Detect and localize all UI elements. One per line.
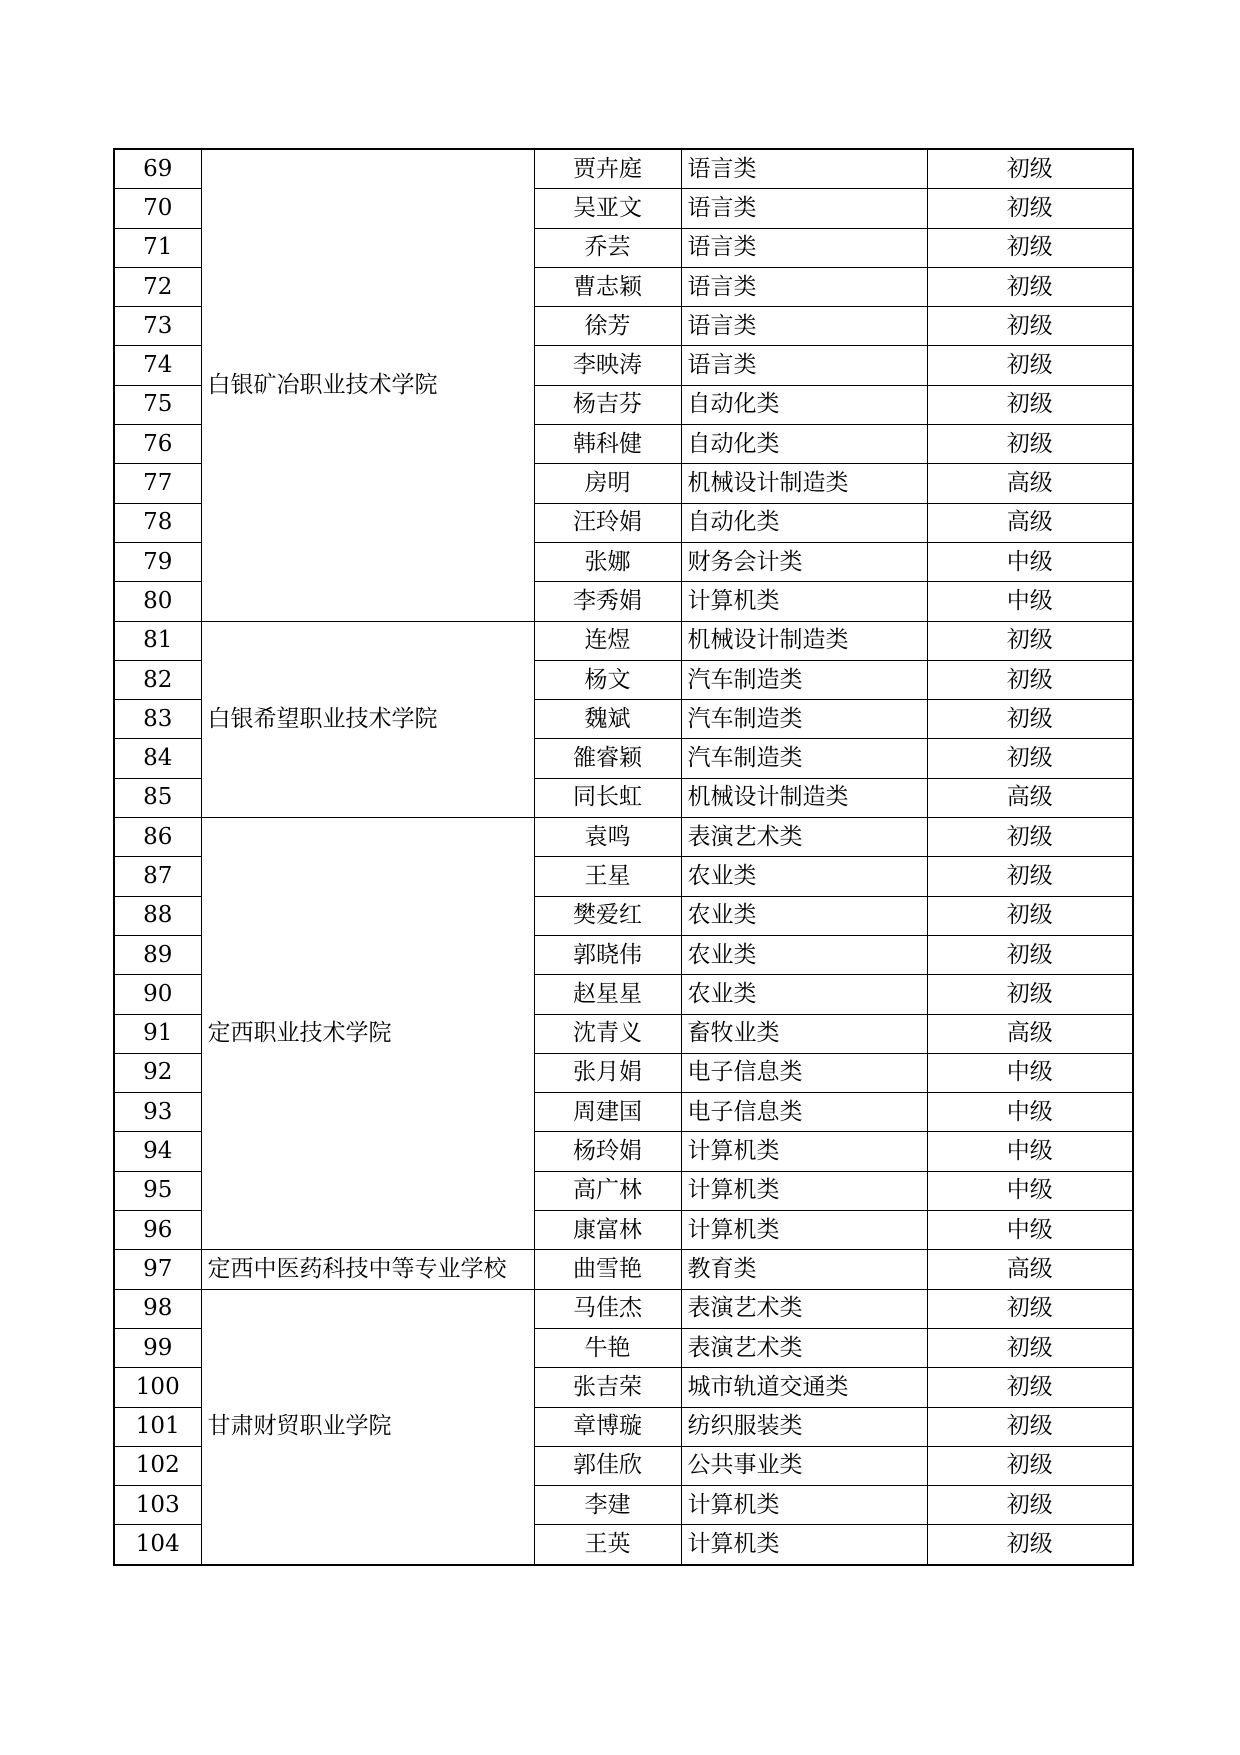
major-category: 语言类 [681,346,927,385]
person-name: 魏斌 [534,700,681,739]
major-category: 计算机类 [681,1132,927,1171]
row-number: 99 [114,1328,201,1367]
level: 中级 [927,1211,1133,1250]
major-category: 计算机类 [681,1525,927,1565]
level: 初级 [927,1446,1133,1485]
level: 中级 [927,542,1133,581]
major-category: 电子信息类 [681,1093,927,1132]
row-number: 100 [114,1368,201,1407]
level: 初级 [927,425,1133,464]
level: 初级 [927,1289,1133,1328]
person-name: 张娜 [534,542,681,581]
major-category: 表演艺术类 [681,1328,927,1367]
row-number: 81 [114,621,201,660]
person-name: 李映涛 [534,346,681,385]
row-number: 83 [114,700,201,739]
person-name: 房明 [534,464,681,503]
person-name: 沈青义 [534,1014,681,1053]
row-number: 70 [114,189,201,228]
major-category: 计算机类 [681,582,927,621]
person-name: 同长虹 [534,778,681,817]
row-number: 101 [114,1407,201,1446]
level: 初级 [927,346,1133,385]
person-name: 张月娟 [534,1053,681,1092]
row-number: 96 [114,1211,201,1250]
level: 初级 [927,1328,1133,1367]
level: 中级 [927,1093,1133,1132]
row-number: 78 [114,503,201,542]
row-number: 79 [114,542,201,581]
major-category: 农业类 [681,975,927,1014]
level: 中级 [927,582,1133,621]
person-name: 杨吉芬 [534,385,681,424]
major-category: 机械设计制造类 [681,464,927,503]
level: 初级 [927,739,1133,778]
row-number: 69 [114,149,201,189]
major-category: 表演艺术类 [681,1289,927,1328]
major-category: 自动化类 [681,503,927,542]
level: 初级 [927,818,1133,857]
row-number: 87 [114,857,201,896]
person-name: 吴亚文 [534,189,681,228]
level: 初级 [927,1407,1133,1446]
roster-table-body [114,149,1133,1565]
row-number: 93 [114,1093,201,1132]
row-number: 88 [114,896,201,935]
school-name: 甘肃财贸职业学院 [201,1289,534,1565]
level: 初级 [927,189,1133,228]
major-category: 表演艺术类 [681,818,927,857]
row-number: 86 [114,818,201,857]
level: 高级 [927,778,1133,817]
person-name: 康富林 [534,1211,681,1250]
major-category: 语言类 [681,189,927,228]
major-category: 农业类 [681,935,927,974]
person-name: 贾卉庭 [534,149,681,189]
person-name: 马佳杰 [534,1289,681,1328]
major-category: 自动化类 [681,385,927,424]
person-name: 曹志颖 [534,267,681,306]
level: 初级 [927,1486,1133,1525]
major-category: 机械设计制造类 [681,621,927,660]
major-category: 计算机类 [681,1171,927,1210]
school-name: 白银希望职业技术学院 [201,621,534,817]
major-category: 机械设计制造类 [681,778,927,817]
major-category: 汽车制造类 [681,700,927,739]
person-name: 李秀娟 [534,582,681,621]
person-name: 曲雪艳 [534,1250,681,1289]
person-name: 汪玲娟 [534,503,681,542]
person-name: 乔芸 [534,228,681,267]
row-number: 94 [114,1132,201,1171]
major-category: 汽车制造类 [681,660,927,699]
row-number: 102 [114,1446,201,1485]
row-number: 90 [114,975,201,1014]
person-name: 杨玲娟 [534,1132,681,1171]
person-name: 杨文 [534,660,681,699]
major-category: 财务会计类 [681,542,927,581]
row-number: 95 [114,1171,201,1210]
level: 初级 [927,307,1133,346]
row-number: 98 [114,1289,201,1328]
person-name: 章博璇 [534,1407,681,1446]
row-number: 80 [114,582,201,621]
major-category: 城市轨道交通类 [681,1368,927,1407]
person-name: 郭佳欣 [534,1446,681,1485]
major-category: 畜牧业类 [681,1014,927,1053]
major-category: 计算机类 [681,1486,927,1525]
person-name: 雒睿颖 [534,739,681,778]
level: 初级 [927,267,1133,306]
table-row [114,149,1133,189]
person-name: 牛艳 [534,1328,681,1367]
person-name: 李建 [534,1486,681,1525]
row-number: 71 [114,228,201,267]
school-name: 定西中医药科技中等专业学校 [201,1250,534,1289]
level: 初级 [927,149,1133,189]
table-row [114,818,1133,857]
major-category: 语言类 [681,307,927,346]
major-category: 自动化类 [681,425,927,464]
level: 高级 [927,1250,1133,1289]
row-number: 91 [114,1014,201,1053]
major-category: 语言类 [681,149,927,189]
major-category: 电子信息类 [681,1053,927,1092]
major-category: 语言类 [681,267,927,306]
row-number: 89 [114,935,201,974]
row-number: 77 [114,464,201,503]
level: 初级 [927,700,1133,739]
row-number: 76 [114,425,201,464]
level: 初级 [927,621,1133,660]
row-number: 75 [114,385,201,424]
level: 初级 [927,385,1133,424]
level: 初级 [927,1368,1133,1407]
level: 高级 [927,1014,1133,1053]
person-name: 袁鸣 [534,818,681,857]
person-name: 连煜 [534,621,681,660]
level: 初级 [927,228,1133,267]
row-number: 74 [114,346,201,385]
major-category: 语言类 [681,228,927,267]
row-number: 84 [114,739,201,778]
level: 高级 [927,503,1133,542]
major-category: 农业类 [681,857,927,896]
level: 初级 [927,935,1133,974]
person-name: 张吉荣 [534,1368,681,1407]
school-name: 定西职业技术学院 [201,818,534,1250]
level: 中级 [927,1053,1133,1092]
table-row [114,1289,1133,1328]
row-number: 82 [114,660,201,699]
level: 初级 [927,975,1133,1014]
school-name: 白银矿冶职业技术学院 [201,149,534,621]
person-name: 赵星星 [534,975,681,1014]
major-category: 教育类 [681,1250,927,1289]
person-name: 郭晓伟 [534,935,681,974]
level: 初级 [927,660,1133,699]
level: 初级 [927,1525,1133,1565]
person-name: 周建国 [534,1093,681,1132]
row-number: 92 [114,1053,201,1092]
level: 中级 [927,1171,1133,1210]
row-number: 85 [114,778,201,817]
major-category: 公共事业类 [681,1446,927,1485]
person-name: 樊爱红 [534,896,681,935]
table-row [114,1250,1133,1289]
level: 初级 [927,896,1133,935]
person-name: 韩科健 [534,425,681,464]
level: 中级 [927,1132,1133,1171]
major-category: 计算机类 [681,1211,927,1250]
row-number: 73 [114,307,201,346]
row-number: 104 [114,1525,201,1565]
level: 高级 [927,464,1133,503]
table-row [114,621,1133,660]
roster-table [113,148,1134,1566]
major-category: 汽车制造类 [681,739,927,778]
major-category: 纺织服装类 [681,1407,927,1446]
person-name: 王星 [534,857,681,896]
major-category: 农业类 [681,896,927,935]
level: 初级 [927,857,1133,896]
row-number: 97 [114,1250,201,1289]
row-number: 72 [114,267,201,306]
person-name: 徐芳 [534,307,681,346]
person-name: 王英 [534,1525,681,1565]
person-name: 高广林 [534,1171,681,1210]
row-number: 103 [114,1486,201,1525]
